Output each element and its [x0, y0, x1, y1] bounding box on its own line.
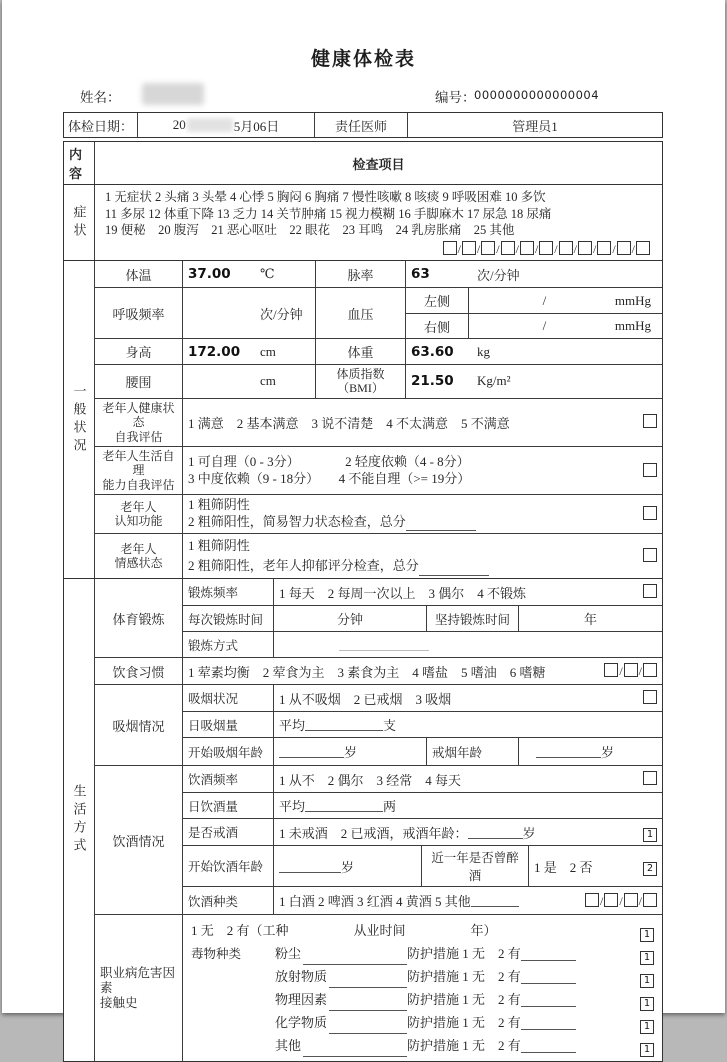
- elderly-emotion-row: [95, 533, 662, 578]
- diet-row: 饮食习惯 1 荤素均衡 2 荤食为主 3 素食为主 4 嗜盐 5 嗜油 6 嗜糖 / /: [95, 657, 662, 684]
- toxin-row: 毒物种类 粉尘 防护措施 1 无 2 有 1: [191, 943, 654, 965]
- weight-label: 体重: [315, 339, 405, 364]
- drinking-freq-label: 饮酒频率: [182, 766, 273, 792]
- occupation-head-checkbox: [634, 920, 654, 942]
- toxin-checkbox: [634, 1012, 654, 1034]
- exercise-group-label: 体育锻炼: [112, 611, 165, 627]
- checkbox: [501, 241, 515, 255]
- checkbox: [443, 241, 457, 255]
- header-check-items: 检查项目: [94, 142, 662, 184]
- smoking-status-label: 吸烟状况: [182, 685, 273, 711]
- height-value: 172.00: [188, 343, 241, 360]
- drinking-daily-label: 日饮酒量: [182, 793, 273, 818]
- checkbox: [597, 241, 611, 255]
- waist-unit: cm: [260, 373, 276, 389]
- toxin-row: 其他 防护措施 1 无 2 有 1: [191, 1035, 654, 1057]
- checkbox: [643, 414, 657, 428]
- header-content: 内容: [69, 147, 83, 181]
- exam-date-value: [137, 113, 314, 137]
- drunk-last-year-label: 近一年是否曾醉酒: [421, 846, 528, 886]
- age-blank-line: [279, 745, 344, 758]
- symptoms-checkbox-row: [105, 241, 654, 258]
- elderly-selfcare-row: [95, 446, 662, 494]
- date-prefix: 20: [172, 117, 186, 132]
- score-blank-line: [419, 563, 489, 576]
- identity-line: [2, 84, 725, 108]
- waist-label: 腰围: [125, 374, 152, 390]
- smoking-status-row: 吸烟状况 1 从不吸烟 2 已戒烟 3 吸烟: [182, 685, 662, 711]
- document-page: [2, 0, 725, 1056]
- drinking-types-row: 饮酒种类 1 白酒 2 啤酒 3 红酒 4 黄酒 5 其他 / / /: [182, 886, 662, 914]
- exercise-mode-value: [273, 632, 662, 657]
- toxin-blank-line: [329, 998, 407, 1011]
- symptoms-content: [95, 185, 662, 260]
- checkbox-separator: /: [534, 241, 539, 256]
- toxin-blank-line: [303, 952, 407, 965]
- checkbox-separator: /: [457, 241, 461, 256]
- checkbox: [624, 893, 638, 907]
- resp-label: 呼吸频率: [112, 306, 165, 322]
- temp-unit: ℃: [260, 266, 275, 281]
- checkbox: [624, 663, 638, 677]
- exercise-time-label: 每次锻炼时间: [182, 606, 273, 631]
- elderly-emotion-label: 老年人 情感状态: [114, 541, 163, 571]
- exercise-freq-checkbox: [637, 584, 657, 600]
- smoking-status-checkbox: [637, 690, 657, 706]
- toxin-types-label: 毒物种类: [191, 947, 242, 962]
- drinking-types-checkboxes: [579, 893, 657, 909]
- temp-label: 体温: [125, 267, 152, 283]
- symptoms-section: [64, 184, 662, 260]
- checkbox: [462, 241, 476, 255]
- age-blank-line: [279, 860, 341, 873]
- elderly-selfcare-checkbox: [637, 463, 657, 479]
- drinking-group-row: [95, 765, 662, 914]
- symptoms-side-label: 症状: [71, 204, 87, 241]
- elderly-cognition-options: 1 粗筛阴性 2 粗筛阳性，简易智力状态检查，总分: [182, 495, 662, 533]
- smoking-group-row: [95, 684, 662, 765]
- elderly-selfcare-options: 1 可自理（0 - 3分） 2 轻度依赖（4 - 8分） 3 中度依赖（9 - 18分） 4 不能自理（>= 19分）: [182, 447, 662, 494]
- table-header-row: [64, 142, 662, 184]
- checkbox: [585, 893, 599, 907]
- checkbox-separator: /: [638, 664, 642, 679]
- exercise-persist-unit: 年: [518, 606, 662, 631]
- elderly-health-row: [95, 398, 662, 446]
- page-title: 健康体检表: [310, 49, 416, 70]
- checkbox-separator: /: [599, 893, 604, 908]
- checkbox: 1: [640, 1043, 654, 1057]
- amount-blank-line: [305, 799, 383, 812]
- checkbox: [643, 771, 657, 785]
- checkbox-separator: /: [592, 241, 597, 256]
- weight-unit: kg: [477, 343, 490, 359]
- bp-right-row: [405, 313, 662, 338]
- drinking-daily-row: 日饮酒量 平均 两: [182, 792, 662, 818]
- lifestyle-side-label: 生活方式: [71, 784, 87, 857]
- checkbox: [636, 241, 650, 255]
- exercise-time-unit: 分钟: [273, 606, 426, 631]
- checkbox: [643, 506, 657, 520]
- weight-value: 63.60: [411, 343, 454, 360]
- name-redaction-blur: [142, 83, 204, 105]
- doctor-label: 责任医师: [314, 113, 407, 137]
- checkbox-separator: /: [612, 241, 616, 256]
- code-value: 0000000000000004: [474, 88, 600, 102]
- protection-blank-line: [521, 948, 576, 961]
- checkbox: 2: [643, 862, 657, 876]
- bmi-value-cell: [405, 365, 662, 398]
- protection-blank-line: [521, 1017, 576, 1030]
- form-table: [63, 141, 663, 1062]
- elderly-cognition-checkbox: [637, 506, 657, 522]
- bp-right-label: 右侧: [405, 314, 468, 338]
- elderly-emotion-options: 1 粗筛阴性 2 粗筛阳性，老年人抑郁评分检查，总分: [182, 534, 662, 578]
- drunk-last-year-checkbox: [637, 857, 657, 876]
- checkbox: [604, 663, 618, 677]
- smoking-start-age-label: 开始吸烟年龄: [182, 738, 273, 765]
- checkbox-separator: /: [619, 893, 623, 908]
- checkbox-separator: /: [554, 241, 558, 256]
- smoking-group-label: 吸烟情况: [112, 718, 165, 734]
- resp-bp-row: [95, 287, 662, 338]
- temp-value-cell: [182, 261, 315, 287]
- occupation-head-line: 1 无 2 有（工种 从业时间 年） 1: [191, 920, 654, 942]
- checkbox: [559, 241, 573, 255]
- toxin-checkbox: [634, 989, 654, 1011]
- elderly-emotion-checkbox: [637, 548, 657, 564]
- checkbox: 1: [640, 951, 654, 965]
- toxin-row: 放射物质 防护措施 1 无 2 有 1: [191, 966, 654, 988]
- code-label: 编号：: [435, 90, 476, 105]
- resp-unit: 次/分钟: [260, 306, 303, 322]
- mode-blank-line: [339, 638, 429, 651]
- elderly-health-options: 1 满意 2 基本满意 3 说不清楚 4 不太满意 5 不满意: [182, 399, 662, 446]
- toxin-blank-line: [329, 1021, 407, 1034]
- smoking-daily-row: 日吸烟量 平均 支: [182, 711, 662, 737]
- toxin-row: 物理因素 防护措施 1 无 2 有 1: [191, 989, 654, 1011]
- occupation-row: [95, 914, 662, 1061]
- age-blank-line: [536, 745, 601, 758]
- bp-label: 血压: [315, 288, 405, 338]
- lifestyle-section: [64, 578, 662, 1061]
- diet-checkboxes: [598, 663, 657, 679]
- other-blank-line: [471, 894, 519, 907]
- toxin-checkbox: [634, 966, 654, 988]
- temp-pulse-row: [95, 261, 662, 287]
- weight-value-cell: [405, 339, 662, 364]
- waist-bmi-row: [95, 364, 662, 398]
- drinking-freq-checkbox: [637, 771, 657, 787]
- occupation-content: [183, 915, 662, 1061]
- doctor-value: 管理员1: [407, 113, 662, 137]
- checkbox: [643, 663, 657, 677]
- pulse-value-cell: [405, 261, 662, 287]
- toxin-row: 化学物质 防护措施 1 无 2 有 1: [191, 1012, 654, 1034]
- elderly-cognition-label: 老年人 认知功能: [114, 499, 163, 529]
- checkbox: [643, 463, 657, 477]
- toxin-blank-line: [303, 1044, 407, 1057]
- drinking-quit-row: 是否戒酒 1 未戒酒 2 已戒酒，戒酒年龄： 岁 1: [182, 818, 662, 845]
- checkbox: 1: [640, 1020, 654, 1034]
- elderly-selfcare-label: 老年人生活自理 能力自我评估: [102, 448, 175, 492]
- exercise-mode-label: 锻炼方式: [182, 632, 273, 657]
- amount-blank-line: [305, 718, 383, 731]
- general-side-label: 一般状况: [71, 383, 87, 456]
- bp-left-label: 左侧: [405, 288, 468, 313]
- pulse-unit: 次/分钟: [477, 267, 520, 283]
- exercise-mode-row: [182, 631, 662, 657]
- bp-left-row: [405, 288, 662, 313]
- checkbox: [604, 893, 618, 907]
- checkbox-separator: /: [496, 241, 500, 256]
- occupation-label: 职业病危害因素 接触史: [100, 965, 176, 1010]
- smoking-age-row: 开始吸烟年龄 岁 戒烟年龄 岁: [182, 737, 662, 765]
- exam-date-table: [63, 112, 663, 138]
- pulse-value: 63: [411, 266, 430, 282]
- general-status-section: [64, 260, 662, 578]
- protection-blank-line: [521, 1040, 576, 1053]
- checkbox: [617, 241, 631, 255]
- height-value-cell: [182, 339, 315, 364]
- checkbox: 1: [640, 928, 654, 942]
- checkbox: [643, 690, 657, 704]
- elderly-cognition-row: [95, 494, 662, 533]
- checkbox-separator: /: [573, 241, 577, 256]
- diet-label: 饮食习惯: [112, 664, 165, 680]
- exercise-persist-label: 坚持锻炼时间: [426, 606, 518, 631]
- pulse-label: 脉率: [315, 261, 405, 287]
- checkbox: [578, 241, 592, 255]
- age-blank-line: [468, 826, 523, 839]
- height-unit: cm: [260, 343, 276, 359]
- bp-right-value: / mmHg: [468, 314, 662, 338]
- quit-smoking-age-label: 戒烟年龄: [426, 738, 518, 765]
- waist-value-cell: [182, 365, 315, 398]
- protection-blank-line: [521, 994, 576, 1007]
- score-blank-line: [406, 518, 476, 531]
- checkbox: [539, 241, 553, 255]
- drinking-start-age-label: 开始饮酒年龄: [182, 846, 273, 886]
- checkbox-separator: /: [619, 664, 623, 679]
- checkbox: 1: [643, 828, 657, 842]
- date-redaction-blur: [187, 118, 233, 132]
- checkbox-separator: /: [515, 241, 519, 256]
- bmi-unit: Kg/m²: [477, 373, 511, 389]
- exercise-freq-row: 锻炼频率 1 每天 2 每周一次以上 3 偶尔 4 不锻炼: [182, 579, 662, 605]
- date-suffix: 5月06日: [233, 118, 280, 134]
- checkbox: 1: [640, 997, 654, 1011]
- checkbox: [520, 241, 534, 255]
- symptoms-line-3: 19 便秘 20 腹泻 21 恶心呕吐 22 眼花 23 耳鸣 24 乳房胀痛 25 其他: [105, 223, 515, 237]
- toxin-checkbox: [634, 1035, 654, 1057]
- symptoms-line-1: 1 无症状 2 头痛 3 头晕 4 心悸 5 胸闷 6 胸痛 7 慢性咳嗽 8 咳痰 9 呼吸困难 10 多饮: [105, 190, 546, 204]
- checkbox-separator: /: [476, 241, 481, 256]
- drinking-quit-checkbox: [637, 823, 657, 842]
- height-weight-row: [95, 338, 662, 364]
- bmi-label: 体质指数 （BMI）: [315, 365, 405, 398]
- name-label: 姓名：: [80, 90, 121, 105]
- checkbox-separator: /: [631, 241, 635, 256]
- checkbox-separator: /: [638, 893, 642, 908]
- exam-date-label: 体检日期：: [67, 118, 133, 134]
- checkbox: [643, 584, 657, 598]
- drinking-freq-row: 饮酒频率 1 从不 2 偶尔 3 经常 4 每天: [182, 766, 662, 792]
- height-label: 身高: [125, 345, 152, 360]
- toxin-checkbox: [634, 943, 654, 965]
- drinking-quit-label: 是否戒酒: [182, 819, 273, 845]
- temp-value: 37.00: [188, 266, 231, 282]
- exercise-time-row: [182, 605, 662, 631]
- resp-value-cell: [182, 288, 315, 338]
- drinking-age-row: 开始饮酒年龄 岁 近一年是否曾醉酒 1 是 2 否 2: [182, 845, 662, 886]
- smoking-daily-label: 日吸烟量: [182, 712, 273, 737]
- protection-blank-line: [521, 971, 576, 984]
- checkbox: [643, 893, 657, 907]
- bp-left-value: / mmHg: [468, 288, 662, 313]
- checkbox: [643, 548, 657, 562]
- bmi-value: 21.50: [411, 373, 454, 390]
- drinking-types-label: 饮酒种类: [182, 887, 273, 914]
- symptoms-line-2: 11 多尿 12 体重下降 13 乏力 14 关节肿痛 15 视力模糊 16 手脚麻木 17 尿急 18 尿痛: [105, 206, 552, 221]
- drinking-group-label: 饮酒情况: [112, 833, 165, 849]
- checkbox: 1: [640, 974, 654, 988]
- elderly-health-label: 老年人健康状态 自我评估: [102, 400, 175, 444]
- elderly-health-checkbox: [637, 414, 657, 430]
- checkbox: [481, 241, 495, 255]
- exercise-group-row: [95, 579, 662, 657]
- toxin-blank-line: [329, 975, 407, 988]
- exercise-freq-label: 锻炼频率: [182, 579, 273, 605]
